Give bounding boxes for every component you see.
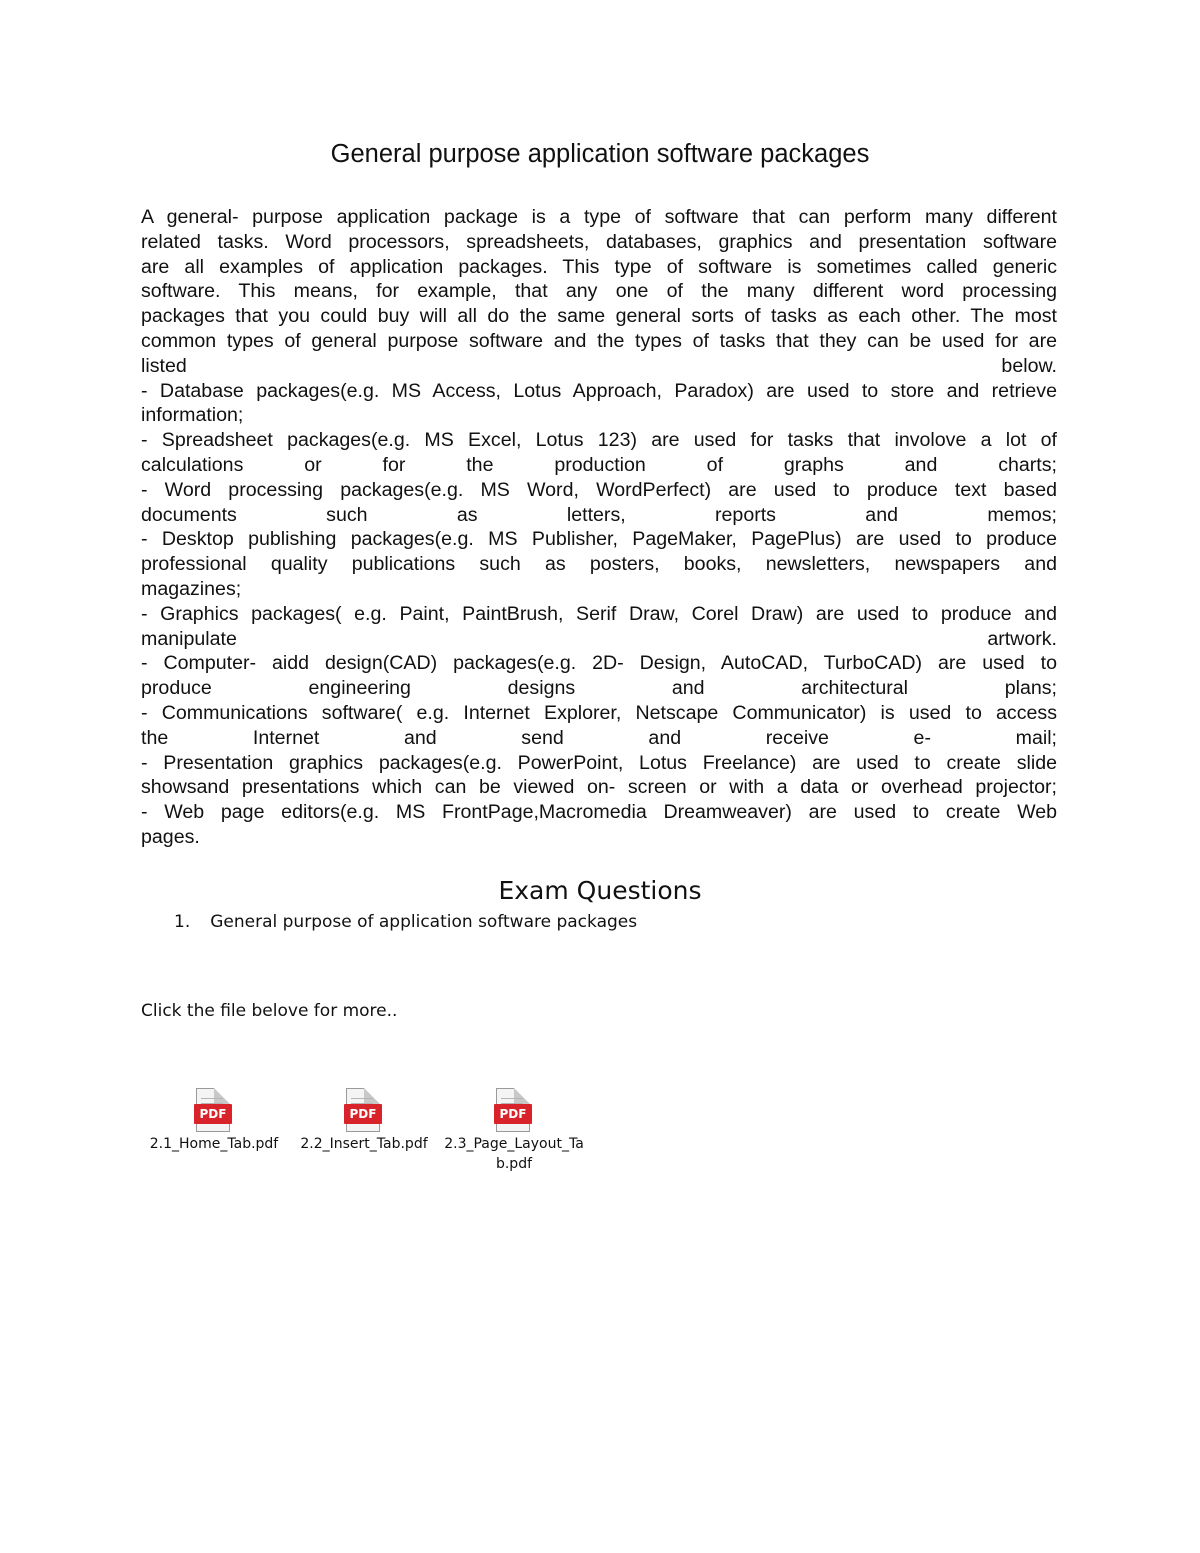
attachment-insert-tab[interactable] [289, 1088, 439, 1154]
body-line: listed below. [141, 354, 1057, 377]
pdf-badge: PDF [344, 1104, 382, 1124]
body-line: packages that you could buy will all do the same general sorts of tasks as each other. The most [141, 305, 1057, 328]
body-line: professional quality publications such as posters, books, newsletters, newspapers and [141, 553, 1057, 576]
body-line: - Web page editors(e.g. MS FrontPage,Macromedia Dreamweaver) are used to create Web [141, 801, 1057, 824]
attachments-row [0, 1088, 1200, 1188]
document-title: General purpose application software packages [330, 140, 870, 168]
list-item [174, 912, 637, 932]
pdf-file-icon [344, 1088, 384, 1134]
body-line: - Communications software( e.g. Internet Explorer, Netscape Communicator) is used to access [141, 701, 1057, 724]
body-line: are all examples of application packages. This type of software is sometimes called generic [141, 255, 1057, 278]
exam-questions-list [174, 912, 637, 932]
body-line: common types of general purpose software and the types of tasks that they can be used for are [141, 329, 1057, 352]
attachment-home-tab[interactable] [139, 1088, 289, 1154]
body-line: - Database packages(e.g. MS Access, Lotus Approach, Paradox) are used to store and retrieve [141, 379, 1057, 402]
attachment-filename: 2.1_Home_Tab.pdf [149, 1136, 279, 1152]
body-line: A general- purpose application package is a type of software that can perform many different [141, 206, 1057, 228]
body-line: software. This means, for example, that any one of the many different word processing [141, 280, 1057, 303]
pdf-file-icon [494, 1088, 534, 1134]
list-item-number: 1. [174, 912, 191, 932]
body-line: magazines; [141, 577, 242, 600]
body-line: pages. [141, 825, 200, 848]
body-line: manipulate artwork. [141, 627, 1057, 650]
body-line: - Desktop publishing packages(e.g. MS Publisher, PageMaker, PagePlus) are used to produce [141, 528, 1057, 551]
body-line: - Graphics packages( e.g. Paint, PaintBrush, Serif Draw, Corel Draw) are used to produce and [141, 602, 1057, 625]
attachment-filename: 2.3_Page_Layout_Tab.pdf [444, 1136, 584, 1172]
pdf-badge: PDF [194, 1104, 232, 1124]
body-line: documents such as letters, reports and memos; [141, 503, 1057, 526]
body-line: - Word processing packages(e.g. MS Word, WordPerfect) are used to produce text based [141, 478, 1057, 501]
body-line: - Presentation graphics packages(e.g. PowerPoint, Lotus Freelance) are used to create slide [141, 751, 1057, 774]
body-line: related tasks. Word processors, spreadsheets, databases, graphics and presentation software [141, 230, 1057, 253]
body-line: showsand presentations which can be viewed on- screen or with a data or overhead projector; [141, 776, 1057, 799]
body-line: - Spreadsheet packages(e.g. MS Excel, Lotus 123) are used for tasks that involove a lot of [141, 429, 1057, 452]
body-line: the Internet and send and receive e- mail; [141, 726, 1057, 749]
body-line: information; [141, 404, 244, 427]
body-line: - Computer- aidd design(CAD) packages(e.g. 2D- Design, AutoCAD, TurboCAD) are used to [141, 652, 1057, 675]
list-item-text: General purpose of application software packages [210, 912, 638, 932]
attachment-page-layout-tab[interactable] [439, 1088, 589, 1174]
exam-questions-heading: Exam Questions [498, 876, 702, 905]
pdf-file-icon [194, 1088, 234, 1134]
more-files-text: Click the file belove for more.. [141, 1001, 398, 1021]
pdf-badge: PDF [494, 1104, 532, 1124]
body-line: calculations or for the production of graphs and charts; [141, 453, 1057, 476]
body-line: produce engineering designs and architectural plans; [141, 677, 1057, 700]
attachment-filename: 2.2_Insert_Tab.pdf [300, 1136, 428, 1152]
body-paragraph [141, 205, 1057, 850]
